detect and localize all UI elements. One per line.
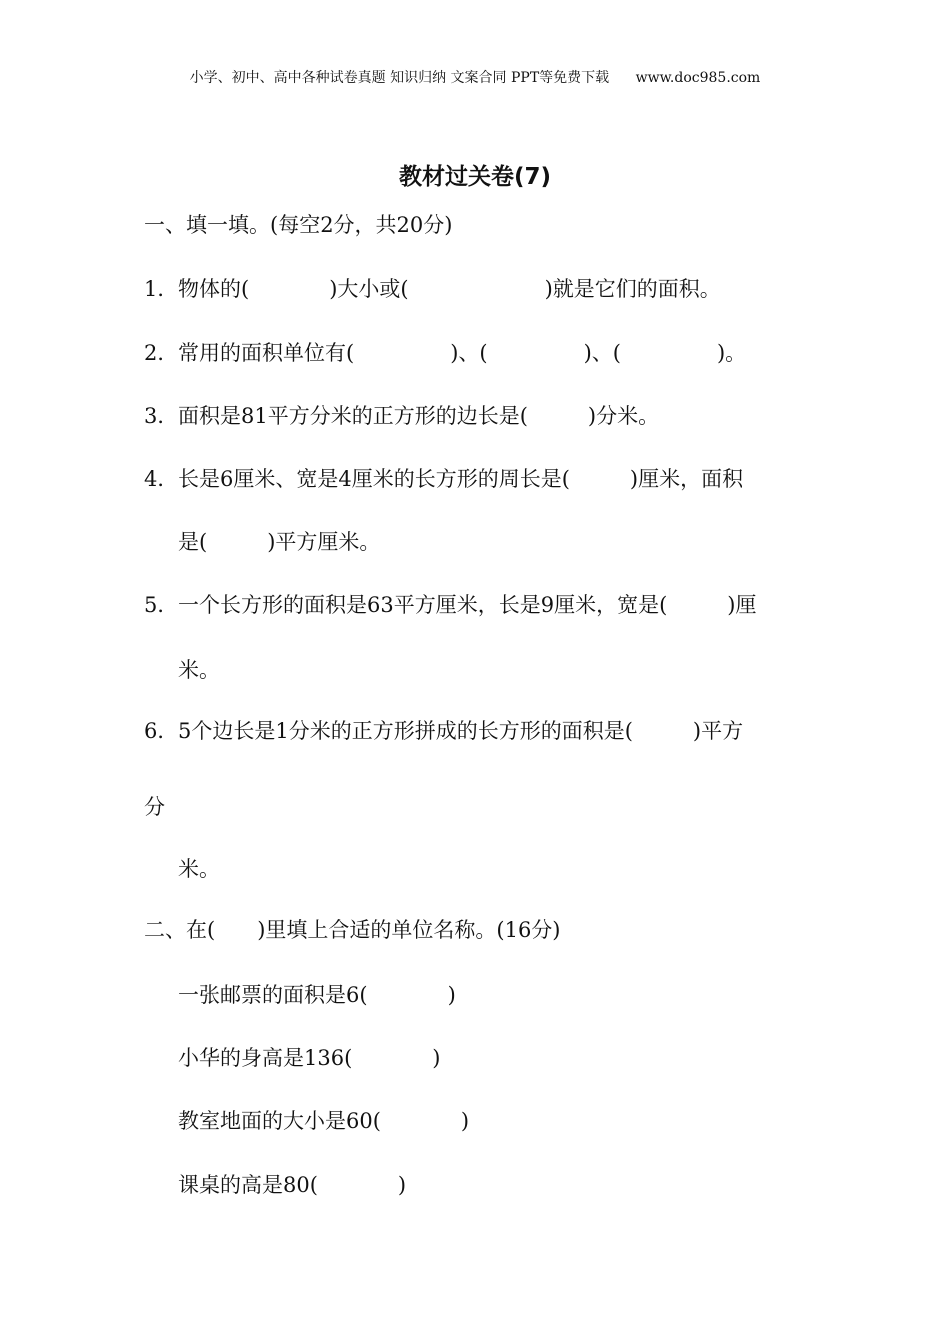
question-1	[144, 274, 721, 304]
item-text: 小华的身高是136(	[178, 1046, 353, 1070]
question-text: )平方厘米。	[267, 530, 381, 554]
question-number: 1．	[144, 277, 179, 301]
question-text: 是(	[178, 530, 208, 554]
item-text: 一张邮票的面积是6(	[178, 983, 368, 1007]
page-header	[0, 66, 950, 90]
question-text: )平方	[692, 719, 744, 743]
item-text: )	[460, 1109, 470, 1133]
question-text: 物体的(	[178, 277, 250, 301]
question-4	[144, 464, 743, 494]
heading-text: )里填上合适的单位名称。(16分)	[257, 918, 561, 942]
question-text: )、(	[583, 341, 621, 365]
unit-item	[178, 980, 456, 1010]
question-number: 4．	[144, 467, 179, 491]
question-text: )厘米，面积	[629, 467, 744, 491]
header-url: www.doc985.com	[635, 70, 761, 86]
question-6	[144, 716, 743, 746]
question-number: 5．	[144, 593, 179, 617]
question-text: )。	[716, 341, 747, 365]
question-4-continued	[178, 527, 380, 557]
question-text: 5个边长是1分米的正方形拼成的长方形的面积是(	[178, 719, 633, 743]
question-text: )就是它们的面积。	[544, 277, 721, 301]
section2-heading	[144, 915, 561, 945]
header-text: 小学、初中、高中各种试卷真题 知识归纳 文案合同 PPT等免费下载	[189, 70, 610, 86]
question-text: )、(	[450, 341, 488, 365]
item-text: )	[397, 1173, 407, 1197]
item-text: )	[447, 983, 456, 1007]
question-6-continued-2: 米。	[178, 857, 220, 881]
question-number: 3．	[144, 404, 179, 428]
question-6-continued: 分	[144, 795, 165, 819]
question-number: 6．	[144, 719, 179, 743]
item-text: 教室地面的大小是60(	[178, 1109, 381, 1133]
question-number: 2．	[144, 341, 179, 365]
question-3	[144, 401, 659, 431]
question-text: )大小或(	[329, 277, 409, 301]
question-text: 长是6厘米、宽是4厘米的长方形的周长是(	[178, 467, 570, 491]
question-2	[144, 338, 746, 368]
item-text: )	[432, 1046, 441, 1070]
question-text: 常用的面积单位有(	[178, 341, 355, 365]
question-5	[144, 590, 756, 620]
unit-item	[178, 1043, 440, 1073]
question-text: 面积是81平方分米的正方形的边长是(	[178, 404, 528, 428]
question-text: )厘	[727, 593, 757, 617]
section1-heading: 一、填一填。(每空2分，共20分)	[144, 213, 453, 237]
question-text: )分米。	[587, 404, 660, 428]
question-text: 一个长方形的面积是63平方厘米，长是9厘米，宽是(	[178, 593, 668, 617]
page-title: 教材过关卷(7)	[398, 164, 552, 190]
question-5-continued: 米。	[178, 658, 220, 682]
item-text: 课桌的高是80(	[178, 1173, 318, 1197]
unit-item	[178, 1106, 469, 1136]
unit-item	[178, 1170, 406, 1200]
heading-text: 二、在(	[144, 918, 216, 942]
